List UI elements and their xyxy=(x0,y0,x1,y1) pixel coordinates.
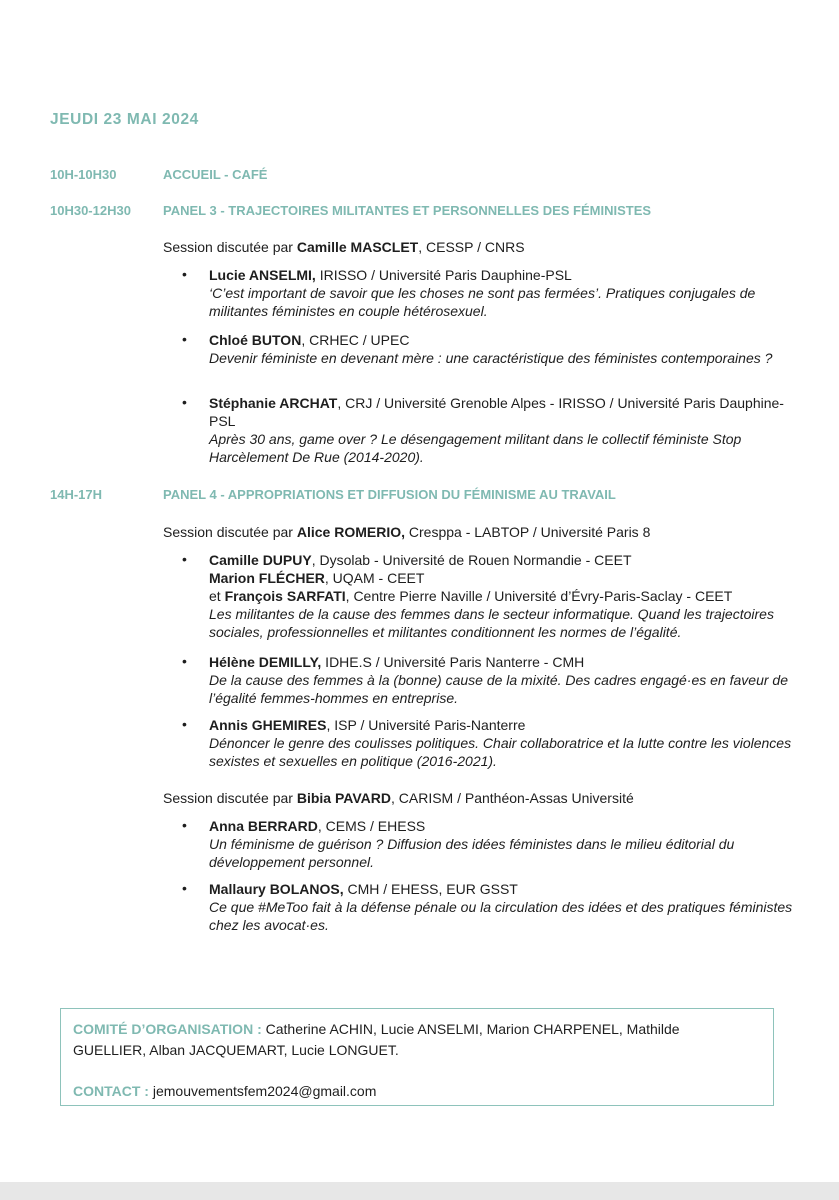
speaker-name: Hélène DEMILLY, xyxy=(209,654,322,670)
slot-title-panel4: PANEL 4 - APPROPRIATIONS ET DIFFUSION DU FÉMINISME AU TRAVAIL xyxy=(163,487,616,502)
session-prefix: Session discutée par xyxy=(163,524,297,540)
talk-title: Après 30 ans, game over ? Le désengagement militant dans le collectif féministe Stop Harcèlement De Rue (2014-2020). xyxy=(209,431,742,465)
organizing-committee xyxy=(73,1019,753,1061)
chair-affiliation: Cresppa - LABTOP / Université Paris 8 xyxy=(405,524,651,540)
speaker-name: Mallaury BOLANOS, xyxy=(209,881,344,897)
speaker-name: Stéphanie ARCHAT xyxy=(209,395,338,411)
speaker-name: Annis GHEMIRES xyxy=(209,717,327,733)
speaker-name: Marion FLÉCHER xyxy=(209,570,325,586)
talk-title: Ce que #MeToo fait à la défense pénale ou la circulation des idées et des pratiques féministes chez les avocat·es. xyxy=(209,899,793,933)
contact xyxy=(73,1081,753,1102)
chair-name: Bibia PAVARD xyxy=(296,790,391,806)
slot-title-panel3: PANEL 3 - TRAJECTOIRES MILITANTES ET PERSONNELLES DES FÉMINISTES xyxy=(163,203,652,218)
talk-title: Un féminisme de guérison ? Diffusion des idées féministes dans le milieu éditorial du développement personnel. xyxy=(209,836,735,870)
talk-title: Dénoncer le genre des coulisses politiques. Chair collaboratrice et la lutte contre les violences sexistes et sexuelles en politique (2016-2021). xyxy=(209,735,792,769)
speaker-entry xyxy=(209,817,799,871)
speaker-affiliation: , UQAM - CEET xyxy=(324,570,425,586)
speaker-name: François SARFATI xyxy=(224,588,346,604)
speaker-entry xyxy=(209,266,799,320)
session-prefix: Session discutée par xyxy=(163,790,297,806)
speaker-affiliation: , Centre Pierre Naville / Université d’Évry-Paris-Saclay - CEET xyxy=(345,588,733,604)
committee-members: Catherine ACHIN, Lucie ANSELMI, Marion CHARPENEL, Mathilde GUELLIER, Alban JACQUEMART, Lucie LONGUET. xyxy=(73,1021,680,1058)
bullet: • xyxy=(182,331,187,347)
speaker-affiliation: IRISSO / Université Paris Dauphine-PSL xyxy=(315,267,572,283)
talk-title: ‘C’est important de savoir que les choses ne sont pas fermées’. Pratiques conjugales de militantes féministes en couple hétérosexuel. xyxy=(209,285,756,319)
contact-email[interactable]: jemouvementsfem2024@gmail.com xyxy=(148,1083,377,1099)
talk-title: Devenir féministe en devenant mère : une caractéristique des féministes contemporaines ? xyxy=(209,350,773,366)
chair-affiliation: , CESSP / CNRS xyxy=(418,239,525,255)
session-prefix: Session discutée par xyxy=(163,239,297,255)
committee-label: COMITÉ D’ORGANISATION : xyxy=(73,1021,262,1037)
speaker-entry xyxy=(209,653,799,707)
slot-time-welcome: 10H-10H30 xyxy=(50,167,117,182)
bullet: • xyxy=(182,716,187,732)
speaker-entry xyxy=(209,331,799,367)
bullet: • xyxy=(182,653,187,669)
bullet: • xyxy=(182,551,187,567)
speaker-affiliation: IDHE.S / Université Paris Nanterre - CMH xyxy=(321,654,585,670)
speaker-affiliation: , Dysolab - Université de Rouen Normandie - CEET xyxy=(311,552,632,568)
speaker-entry xyxy=(209,716,799,770)
chair-affiliation: , CARISM / Panthéon-Assas Université xyxy=(390,790,634,806)
chair-name: Camille MASCLET xyxy=(296,239,419,255)
session-chair-panel4-2 xyxy=(163,790,634,806)
speaker-name: Lucie ANSELMI, xyxy=(209,267,316,283)
program-date: JEUDI 23 MAI 2024 xyxy=(50,111,199,128)
bullet: • xyxy=(182,266,187,282)
speaker-affiliation: , CRHEC / UPEC xyxy=(301,332,410,348)
speaker-name: Camille DUPUY xyxy=(209,552,312,568)
conjunction: et xyxy=(209,588,225,604)
speaker-affiliation: , CRJ / Université Grenoble Alpes - IRISSO / Université Paris Dauphine-PSL xyxy=(209,395,784,429)
slot-time-panel4: 14H-17H xyxy=(50,487,103,502)
session-chair-panel4-1 xyxy=(163,524,650,540)
speaker-name: Chloé BUTON xyxy=(209,332,302,348)
speaker-affiliation: , CEMS / EHESS xyxy=(317,818,426,834)
speaker-name: Anna BERRARD xyxy=(209,818,318,834)
page-bottom-band xyxy=(0,1182,839,1200)
slot-time-panel3: 10H30-12H30 xyxy=(50,203,131,218)
talk-title: De la cause des femmes à la (bonne) cause de la mixité. Des cadres engagé·es en faveur de l’égalité femmes-hommes en entreprise. xyxy=(209,672,788,706)
speaker-affiliation: , ISP / Université Paris-Nanterre xyxy=(326,717,526,733)
chair-name: Alice ROMERIO, xyxy=(296,524,405,540)
bullet: • xyxy=(182,817,187,833)
slot-title-welcome: ACCUEIL - CAFÉ xyxy=(163,167,268,182)
bullet: • xyxy=(182,394,187,410)
bullet: • xyxy=(182,880,187,896)
talk-title: Les militantes de la cause des femmes dans le secteur informatique. Quand les trajectoires sociales, professionnelles et militantes conditionnent les normes de l’égalité. xyxy=(209,606,774,640)
contact-label: CONTACT : xyxy=(73,1083,149,1099)
speaker-entry xyxy=(209,880,799,934)
speaker-entry xyxy=(209,394,799,466)
speaker-entry xyxy=(209,551,799,641)
session-chair-panel3 xyxy=(163,239,525,255)
speaker-affiliation: CMH / EHESS, EUR GSST xyxy=(343,881,518,897)
